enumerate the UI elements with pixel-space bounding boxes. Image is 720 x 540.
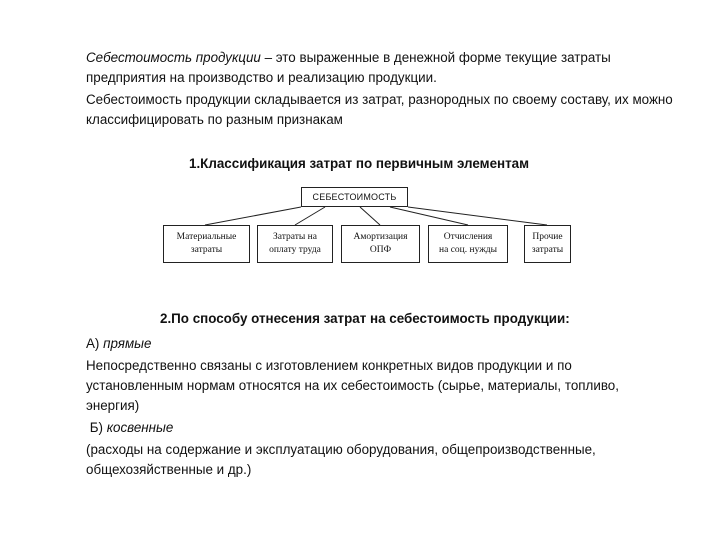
item-line: Прочие [532,232,563,242]
diagram-item-labor [257,225,333,263]
item-line: Амортизация [353,232,408,242]
definition-text: – это выраженные в денежной форме текущие затраты предприятия на производство и реализацию продукции. [86,50,611,85]
connector-material [205,207,301,225]
indirect-desc-line: общехозяйственные и др.) [86,462,252,477]
indirect-costs-label [86,418,173,438]
direct-desc-line: установленным нормам относятся на их себестоимость (сырье, материалы, топливо, [86,378,619,393]
item-line: оплату труда [269,245,321,255]
diagram-item-other [524,225,571,263]
item-line: затраты [190,245,223,255]
item-line: Затраты на [273,232,317,242]
diagram-item-material [163,225,250,263]
section2-heading: 2.По способу отнесения затрат на себестоимость продукции: [160,311,570,326]
term-cost-of-production: Себестоимость продукции [86,50,261,65]
item-line: затраты [531,245,564,255]
classification-text: Себестоимость продукции складывается из затрат, разнородных по своему составу, их можно классифицировать по разным признакам [86,92,673,127]
direct-prefix: А) [86,336,104,351]
item-line: ОПФ [369,245,392,255]
item-line: на соц. нужды [439,245,497,255]
item-line: Отчисления [443,232,493,242]
direct-costs-label [86,334,151,354]
indirect-desc-line: (расходы на содержание и эксплуатацию оборудования, общепроизводственные, [86,442,596,457]
indirect-prefix: Б) [86,420,107,435]
diagram-item-social [428,225,508,263]
diagram-item-depreciation [341,225,420,263]
diagram-root-cost [301,187,408,207]
connector-depreciation [360,207,380,225]
connector-labor [295,207,325,225]
section1-heading: 1.Классификация затрат по первичным элементам [189,156,530,171]
root-label: СЕБЕСТОИМОСТЬ [312,191,397,202]
direct-desc-line: Непосредственно связаны с изготовлением конкретных видов продукции и по [86,358,572,373]
indirect-term: косвенные [106,420,174,435]
item-line: Материальные [176,232,237,242]
direct-term: прямые [103,336,152,351]
direct-desc-line: энергия) [86,398,140,413]
